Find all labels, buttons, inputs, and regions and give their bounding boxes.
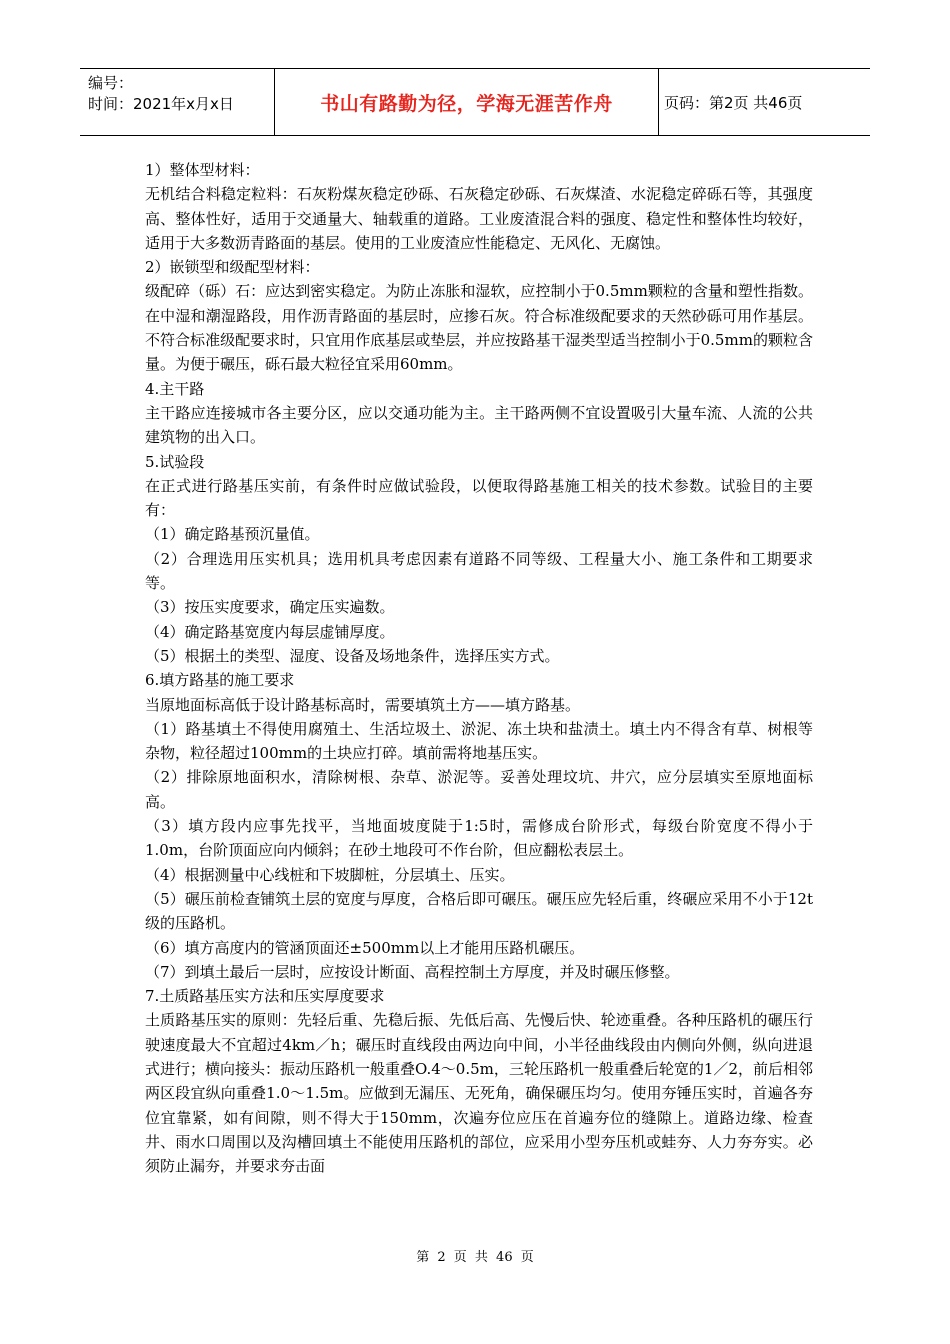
- document-body: [145, 158, 813, 1178]
- section-heading: 4.主干路: [145, 379, 205, 398]
- paragraph: 无机结合料稳定粒料：石灰粉煤灰稳定砂砾、石灰稳定砂砾、石灰煤渣、水泥稳定碎砾石等，其强度高、整体性好，适用于交通量大、轴载重的道路。工业废渣混合料的强度、稳定性和整体性均较好，适用于大多数沥青路面的基层。使用的工业废渣应性能稳定、无风化、无腐蚀。: [145, 185, 813, 252]
- page-footer: 第 2 页 共 46 页: [416, 1250, 534, 1265]
- paragraph: 当原地面标高低于设计路基标高时，需要填筑土方——填方路基。: [145, 695, 581, 714]
- paragraph: 土质路基压实的原则：先轻后重、先稳后振、先低后高、先慢后快、轮迹重叠。各种压路机的碾压行驶速度最大不宜超过4km／h；碾压时直线段由两边向中间，小半径曲线段由内侧向外侧，纵向进退式进行；横向接头：振动压路机一般重叠O.4～0.5m，三轮压路机一般重叠后轮宽的1／2，前后相邻两区段宜纵向重叠1.0～1.5m。应做到无漏压、无死角，确保碾压均匀。使用夯锤压实时，首遍各夯位宜靠紧，如有间隙，则不得大于150mm，次遍夯位应压在首遍夯位的缝隙上。道路边缘、检查井、雨水口周围以及沟槽回填土不能使用压路机的部位，应采用小型夯压机或蛙夯、人力夯夯实。必须防止漏夯，并要求夯击面: [145, 1011, 813, 1176]
- list-item: （1）确定路基预沉量值。: [145, 525, 320, 544]
- paragraph: 2）嵌锁型和级配型材料：: [145, 258, 320, 277]
- list-item: （1）路基填土不得使用腐殖土、生活垃圾土、淤泥、冻土块和盐渍土。填土内不得含有草、树根等杂物，粒径超过100mm的土块应打碎。填前需将地基压实。: [145, 719, 813, 763]
- list-item: （2）排除原地面积水，清除树根、杂草、淤泥等。妥善处理坟坑、井穴，应分层填实至原地面标高。: [145, 768, 813, 811]
- header-divider: [658, 69, 659, 135]
- list-item: （6）填方高度内的管涵顶面还±500mm以上才能用压路机碾压。: [145, 938, 585, 957]
- list-item: （3）填方段内应事先找平，当地面坡度陡于1:5时，需修成台阶形式，每级台阶宽度不得小于1.0m，台阶顶面应向内倾斜；在砂土地段可不作台阶，但应翻松表层土。: [145, 817, 813, 860]
- list-item: （5）根据土的类型、湿度、设备及场地条件，选择压实方式。: [145, 646, 560, 665]
- section-heading: 6.填方路基的施工要求: [145, 671, 295, 690]
- page-header: [80, 68, 870, 136]
- list-item: （4）根据测量中心线桩和下坡脚桩，分层填土、压实。: [145, 865, 515, 884]
- list-item: （3）按压实度要求，确定压实遍数。: [145, 598, 395, 617]
- header-page-info: 页码：第2页 共46页: [664, 93, 803, 112]
- document-number-label: 编号：: [88, 74, 134, 92]
- header-meta: [88, 69, 272, 135]
- header-motto: 书山有路勤为径，学海无涯苦作舟: [320, 92, 613, 115]
- paragraph: 级配碎（砾）石：应达到密实稳定。为防止冻胀和湿软，应控制小于0.5mm颗粒的含量和塑性指数。在中湿和潮湿路段，用作沥青路面的基层时，应掺石灰。符合标准级配要求的天然砂砾可用作基层。不符合标准级配要求时，只宜用作底基层或垫层，并应按路基干湿类型适当控制小于0.5mm的颗粒含量。为便于碾压，砾石最大粒径宜采用60mm。: [145, 282, 813, 374]
- list-item: （5）碾压前检查铺筑土层的宽度与厚度，合格后即可碾压。碾压应先轻后重，终碾应采用不小于12t级的压路机。: [145, 889, 813, 933]
- section-heading: 7.土质路基压实方法和压实厚度要求: [145, 987, 385, 1006]
- document-date: 时间：2021年x月x日: [88, 95, 234, 113]
- paragraph: 主干路应连接城市各主要分区，应以交通功能为主。主干路两侧不宜设置吸引大量车流、人流的公共建筑物的出入口。: [145, 403, 813, 447]
- list-item: （2）合理选用压实机具；选用机具考虑因素有道路不同等级、工程量大小、施工条件和工期要求等。: [145, 549, 813, 593]
- list-item: （7）到填土最后一层时，应按设计断面、高程控制土方厚度，并及时碾压修整。: [145, 962, 680, 981]
- paragraph: 1）整体型材料：: [145, 161, 260, 179]
- section-heading: 5.试验段: [145, 452, 205, 471]
- paragraph: 在正式进行路基压实前，有条件时应做试验段，以便取得路基施工相关的技术参数。试验目的主要有：: [145, 476, 813, 520]
- list-item: （4）确定路基宽度内每层虚铺厚度。: [145, 622, 395, 641]
